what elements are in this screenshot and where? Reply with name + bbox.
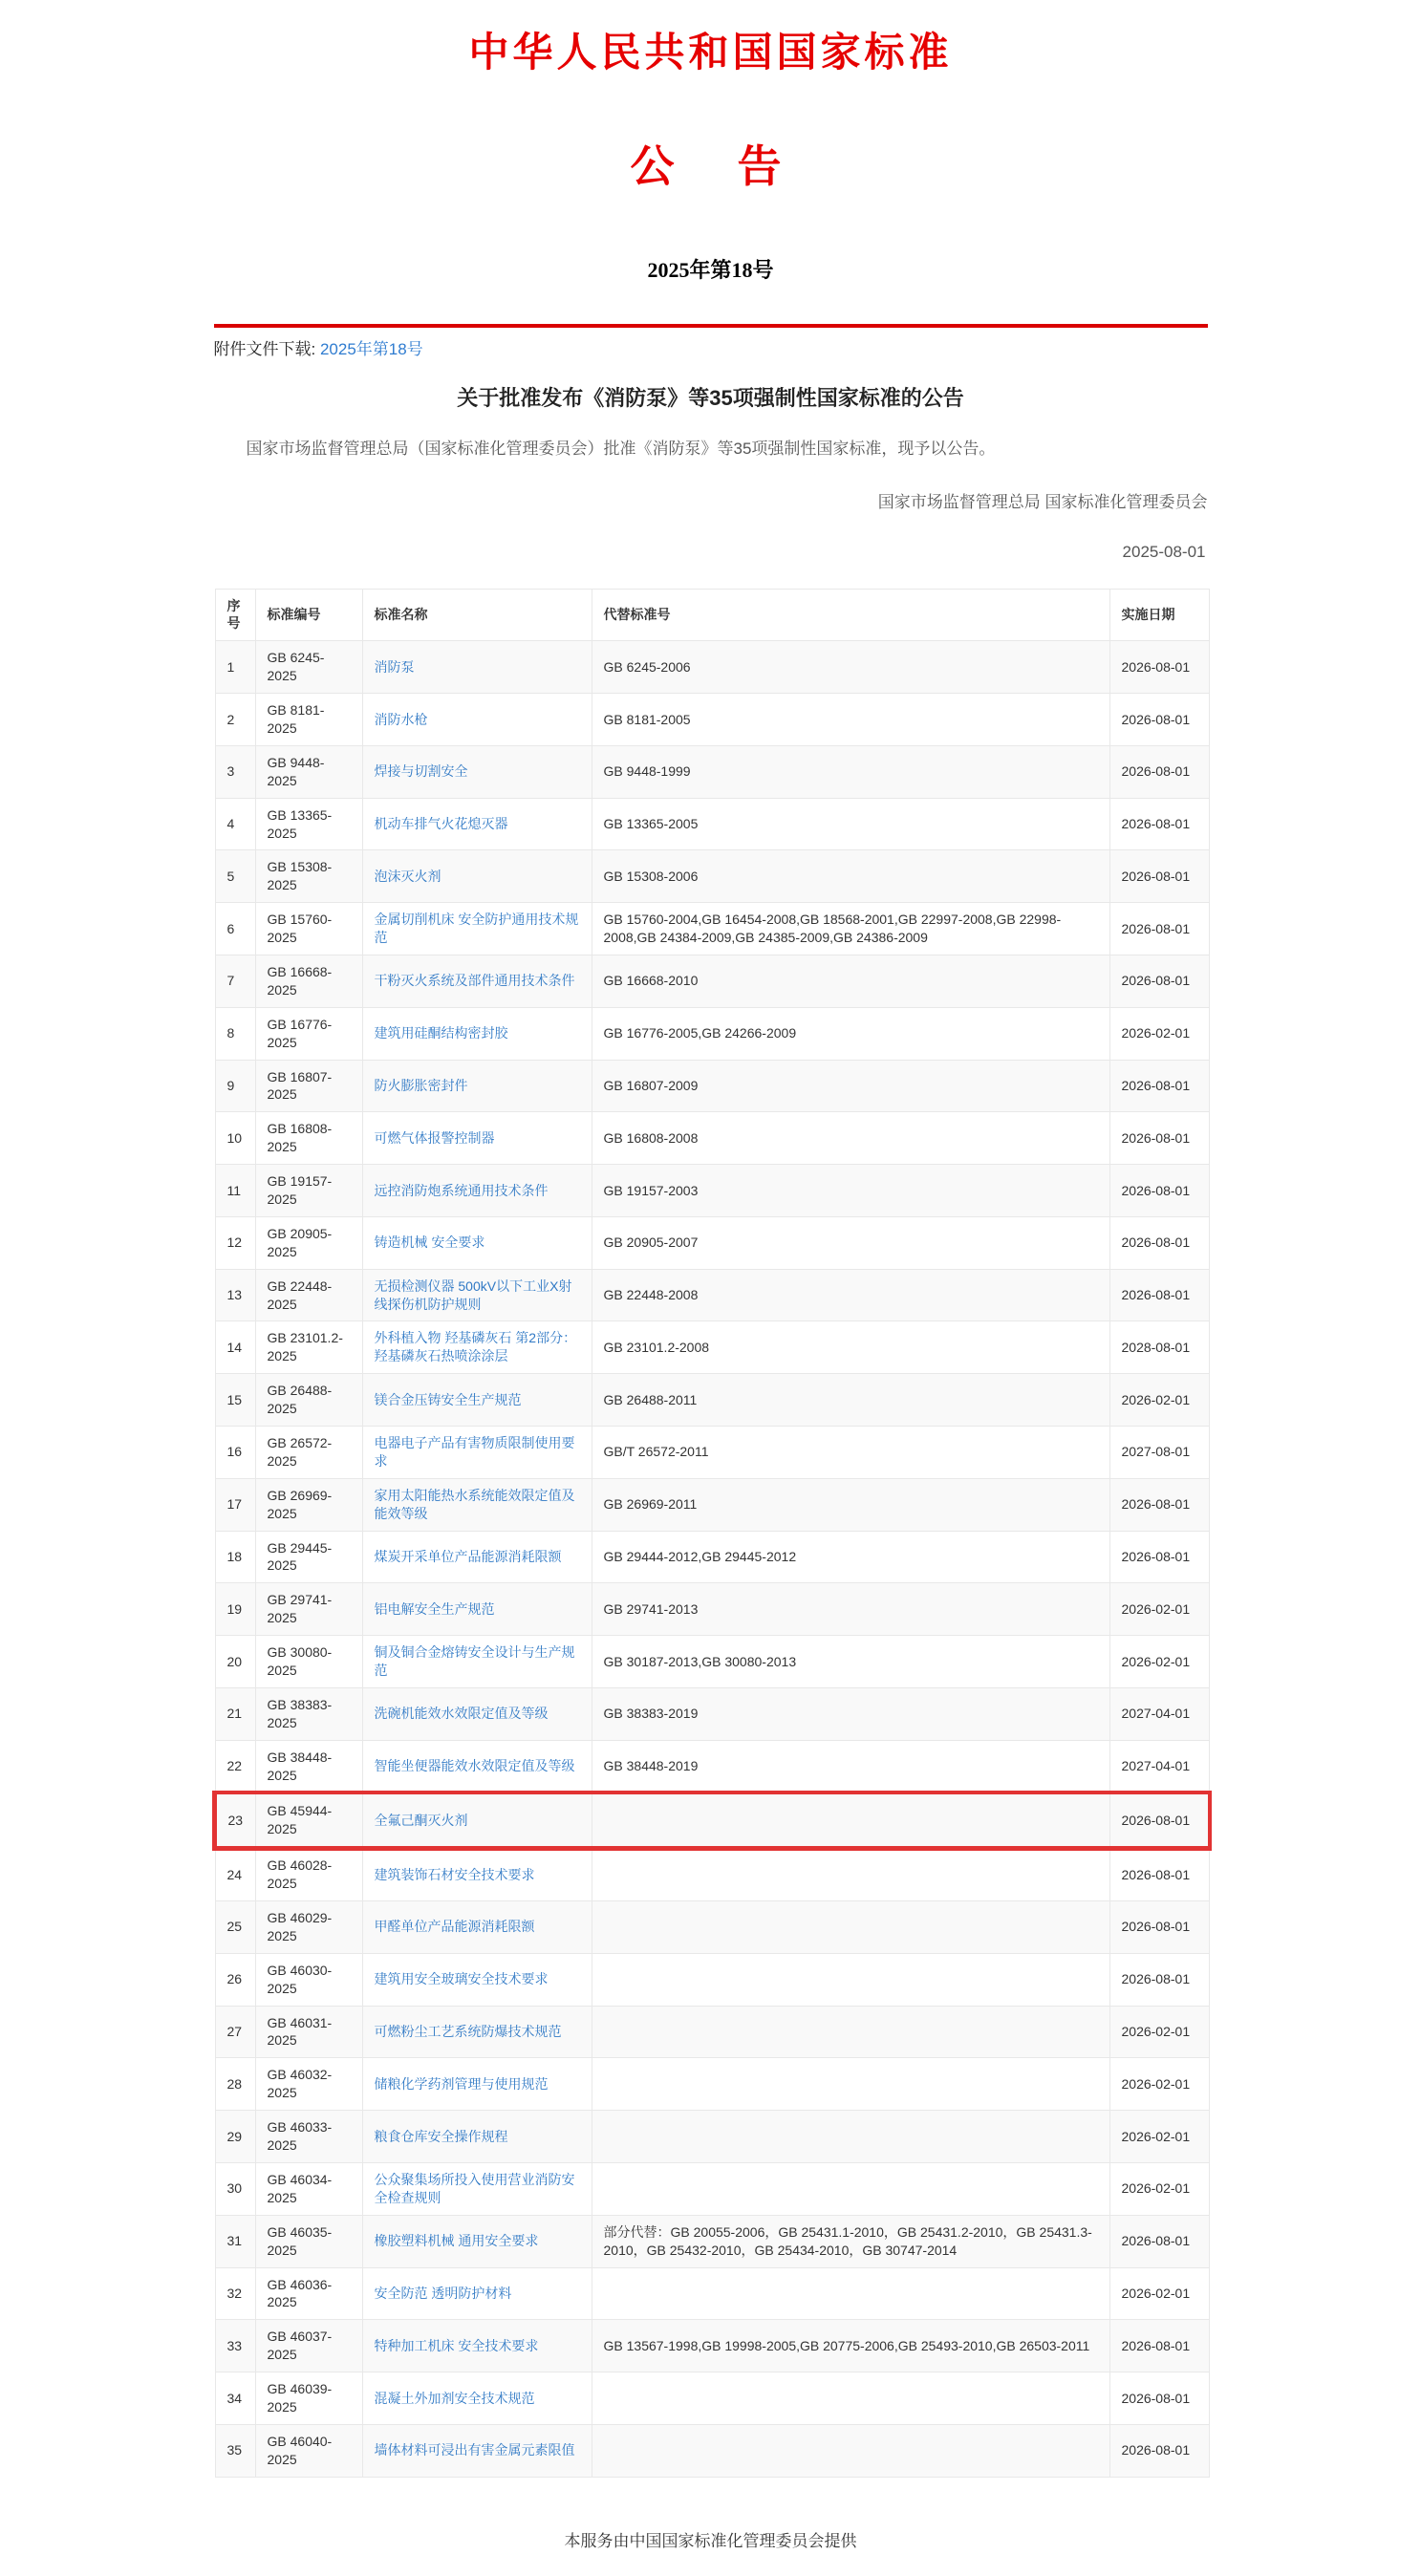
name-cell — [362, 2320, 592, 2372]
standard-name-link[interactable]: 可燃气体报警控制器 — [374, 1129, 495, 1146]
seq-cell: 6 — [215, 903, 255, 955]
standard-name-link[interactable]: 消防泵 — [374, 658, 415, 675]
name-cell — [362, 2424, 592, 2477]
col-header-seq: 序号 — [215, 589, 255, 641]
code-cell: GB 16808-2025 — [255, 1112, 362, 1165]
name-cell — [362, 1269, 592, 1321]
replaces-cell — [592, 1793, 1109, 1848]
name-cell — [362, 1060, 592, 1112]
table-row — [215, 1060, 1209, 1112]
col-header-replaces: 代替标准号 — [592, 589, 1109, 641]
seq-cell: 24 — [215, 1848, 255, 1901]
seq-cell: 19 — [215, 1583, 255, 1636]
code-cell: GB 16807-2025 — [255, 1060, 362, 1112]
table-row — [215, 2162, 1209, 2215]
table-row — [215, 1901, 1209, 1954]
name-cell — [362, 1007, 592, 1060]
standard-name-link[interactable]: 防火膨胀密封件 — [374, 1077, 468, 1093]
standard-name-link[interactable]: 煤炭开采单位产品能源消耗限额 — [374, 1549, 562, 1564]
name-cell — [362, 1531, 592, 1583]
standard-name-link[interactable]: 干粉灭火系统及部件通用技术条件 — [374, 973, 575, 989]
replaces-cell: GB 20905-2007 — [592, 1216, 1109, 1269]
standard-name-link[interactable]: 无损检测仪器 500kV以下工业X射线探伤机防护规则 — [374, 1277, 572, 1312]
replaces-cell — [592, 1848, 1109, 1901]
table-row — [215, 798, 1209, 850]
table-row — [215, 903, 1209, 955]
date-cell: 2026-02-01 — [1109, 1636, 1209, 1688]
seq-cell: 18 — [215, 1531, 255, 1583]
table-row — [215, 2267, 1209, 2320]
replaces-cell: GB 13365-2005 — [592, 798, 1109, 850]
table-row — [215, 1740, 1209, 1793]
seq-cell: 23 — [215, 1793, 255, 1848]
name-cell — [362, 1427, 592, 1479]
name-cell — [362, 2372, 592, 2425]
code-cell: GB 46036-2025 — [255, 2267, 362, 2320]
date-cell: 2026-08-01 — [1109, 745, 1209, 798]
standard-name-link[interactable]: 储粮化学药剂管理与使用规范 — [374, 2075, 549, 2092]
code-cell: GB 46029-2025 — [255, 1901, 362, 1954]
name-cell — [362, 1374, 592, 1427]
replaces-cell: GB 19157-2003 — [592, 1165, 1109, 1217]
seq-cell: 25 — [215, 1901, 255, 1954]
standard-name-link[interactable]: 建筑用硅酮结构密封胶 — [374, 1025, 508, 1041]
footer-note: 本服务由中国国家标准化管理委员会提供 — [564, 2531, 857, 2550]
code-cell: GB 13365-2025 — [255, 798, 362, 850]
code-cell: GB 26969-2025 — [255, 1478, 362, 1531]
code-cell: GB 9448-2025 — [255, 745, 362, 798]
name-cell — [362, 1165, 592, 1217]
code-cell: GB 15308-2025 — [255, 850, 362, 903]
replaces-cell: GB 13567-1998,GB 19998-2005,GB 20775-2006,GB 25493-2010,GB 26503-2011 — [592, 2320, 1109, 2372]
seq-cell: 4 — [215, 798, 255, 850]
name-cell — [362, 1112, 592, 1165]
standard-name-link[interactable]: 粮食仓库安全操作规程 — [374, 2128, 508, 2144]
code-cell: GB 46037-2025 — [255, 2320, 362, 2372]
name-cell — [362, 1478, 592, 1531]
replaces-cell: GB 26969-2011 — [592, 1478, 1109, 1531]
date-cell: 2026-02-01 — [1109, 1007, 1209, 1060]
date-cell: 2026-08-01 — [1109, 850, 1209, 903]
standard-name-link[interactable]: 远控消防炮系统通用技术条件 — [374, 1182, 549, 1198]
date-cell: 2026-08-01 — [1109, 903, 1209, 955]
name-cell — [362, 1321, 592, 1374]
table-row — [215, 2058, 1209, 2111]
code-cell: GB 23101.2-2025 — [255, 1321, 362, 1374]
table-row-highlighted — [215, 1793, 1209, 1848]
date-cell: 2027-08-01 — [1109, 1427, 1209, 1479]
notice-title: 关于批准发布《消防泵》等35项强制性国家标准的公告 — [457, 386, 964, 410]
standard-name-link[interactable]: 铝电解安全生产规范 — [374, 1600, 495, 1617]
standard-name-link[interactable]: 铜及铜合金熔铸安全设计与生产规范 — [374, 1644, 575, 1679]
replaces-cell: GB 26488-2011 — [592, 1374, 1109, 1427]
date-cell: 2026-08-01 — [1109, 798, 1209, 850]
date-cell: 2026-08-01 — [1109, 2320, 1209, 2372]
code-cell: GB 46030-2025 — [255, 1953, 362, 2006]
name-cell — [362, 1583, 592, 1636]
name-cell — [362, 1793, 592, 1848]
standard-name-link[interactable]: 特种加工机床 安全技术要求 — [374, 2337, 539, 2353]
col-header-date: 实施日期 — [1109, 589, 1209, 641]
replaces-cell: GB 38448-2019 — [592, 1740, 1109, 1793]
name-cell — [362, 1687, 592, 1740]
name-cell — [362, 2006, 592, 2058]
seq-cell: 35 — [215, 2424, 255, 2477]
code-cell: GB 45944-2025 — [255, 1793, 362, 1848]
replaces-cell: GB 38383-2019 — [592, 1687, 1109, 1740]
table-row — [215, 694, 1209, 746]
replaces-cell: GB 23101.2-2008 — [592, 1321, 1109, 1374]
replaces-cell: GB 16807-2009 — [592, 1060, 1109, 1112]
seq-cell: 30 — [215, 2162, 255, 2215]
code-cell: GB 16668-2025 — [255, 955, 362, 1007]
table-row — [215, 1165, 1209, 1217]
table-row — [215, 1269, 1209, 1321]
date-cell: 2027-04-01 — [1109, 1687, 1209, 1740]
replaces-cell — [592, 2372, 1109, 2425]
standard-name-link[interactable]: 机动车排气火花熄灭器 — [374, 816, 508, 832]
replaces-cell: GB 29444-2012,GB 29445-2012 — [592, 1531, 1109, 1583]
replaces-cell: GB 22448-2008 — [592, 1269, 1109, 1321]
name-cell — [362, 1953, 592, 2006]
date-cell: 2026-02-01 — [1109, 1583, 1209, 1636]
name-cell — [362, 1636, 592, 1688]
name-cell — [362, 955, 592, 1007]
replaces-cell — [592, 2111, 1109, 2163]
code-cell: GB 8181-2025 — [255, 694, 362, 746]
seq-cell: 29 — [215, 2111, 255, 2163]
date-cell: 2028-08-01 — [1109, 1321, 1209, 1374]
standard-name-link[interactable]: 家用太阳能热水系统能效限定值及能效等级 — [374, 1487, 575, 1521]
standard-name-link[interactable]: 消防水枪 — [374, 711, 428, 727]
seq-cell: 16 — [215, 1427, 255, 1479]
table-row — [215, 1374, 1209, 1427]
replaces-cell: GB 15308-2006 — [592, 850, 1109, 903]
table-row — [215, 1636, 1209, 1688]
table-row — [215, 745, 1209, 798]
seq-cell: 27 — [215, 2006, 255, 2058]
date-cell: 2026-08-01 — [1109, 955, 1209, 1007]
seq-cell: 31 — [215, 2215, 255, 2267]
header-row — [215, 589, 1209, 641]
table-row — [215, 2320, 1209, 2372]
table-row — [215, 1112, 1209, 1165]
replaces-cell: GB 15760-2004,GB 16454-2008,GB 18568-2001,GB 22997-2008,GB 22998-2008,GB 24384-2009,GB 24385-2009,GB 24386-2009 — [592, 903, 1109, 955]
code-cell: GB 16776-2025 — [255, 1007, 362, 1060]
table-row — [215, 1427, 1209, 1479]
date-cell: 2026-02-01 — [1109, 2162, 1209, 2215]
date-cell: 2026-08-01 — [1109, 1269, 1209, 1321]
code-cell: GB 46032-2025 — [255, 2058, 362, 2111]
standard-name-link[interactable]: 电器电子产品有害物质限制使用要求 — [374, 1435, 575, 1469]
date-cell: 2026-08-01 — [1109, 694, 1209, 746]
name-cell — [362, 2267, 592, 2320]
table-row — [215, 955, 1209, 1007]
standard-name-link[interactable]: 公众聚集场所投入使用营业消防安全检查规则 — [374, 2171, 575, 2205]
seq-cell: 21 — [215, 1687, 255, 1740]
standard-name-link[interactable]: 全氟己酮灭火剂 — [374, 1812, 468, 1828]
attachment-label: 附件文件下载: — [213, 340, 316, 358]
seq-cell: 17 — [215, 1478, 255, 1531]
name-cell — [362, 694, 592, 746]
name-cell — [362, 1216, 592, 1269]
table-row — [215, 1007, 1209, 1060]
table-row — [215, 2424, 1209, 2477]
code-cell: GB 46031-2025 — [255, 2006, 362, 2058]
table-row — [215, 1848, 1209, 1901]
replaces-cell: GB 29741-2013 — [592, 1583, 1109, 1636]
date-cell: 2026-08-01 — [1109, 641, 1209, 694]
seq-cell: 32 — [215, 2267, 255, 2320]
replaces-cell: GB 6245-2006 — [592, 641, 1109, 694]
date-cell: 2026-08-01 — [1109, 2372, 1209, 2425]
replaces-cell: GB 16808-2008 — [592, 1112, 1109, 1165]
date-cell: 2026-08-01 — [1109, 1216, 1209, 1269]
date-cell: 2026-02-01 — [1109, 2058, 1209, 2111]
date-cell: 2026-08-01 — [1109, 1901, 1209, 1954]
attachment-line — [214, 328, 1208, 359]
date-cell: 2026-02-01 — [1109, 1374, 1209, 1427]
standard-name-link[interactable]: 镁合金压铸安全生产规范 — [374, 1391, 522, 1407]
code-cell: GB 26488-2025 — [255, 1374, 362, 1427]
standard-name-link[interactable]: 建筑用安全玻璃安全技术要求 — [374, 1971, 549, 1987]
standard-name-link[interactable]: 铸造机械 安全要求 — [374, 1234, 485, 1251]
seq-cell: 11 — [215, 1165, 255, 1217]
date-cell: 2026-02-01 — [1109, 2267, 1209, 2320]
table-row — [215, 1953, 1209, 2006]
date-cell: 2026-08-01 — [1109, 1165, 1209, 1217]
content-area — [214, 324, 1208, 2551]
standard-name-link[interactable]: 橡胶塑料机械 通用安全要求 — [374, 2233, 539, 2249]
standard-name-link[interactable]: 外科植入物 羟基磷灰石 第2部分：羟基磷灰石热喷涂涂层 — [374, 1330, 577, 1364]
seq-cell: 15 — [215, 1374, 255, 1427]
date-cell: 2027-04-01 — [1109, 1740, 1209, 1793]
replaces-cell: GB/T 26572-2011 — [592, 1427, 1109, 1479]
name-cell — [362, 2215, 592, 2267]
table-row — [215, 1583, 1209, 1636]
col-header-code: 标准编号 — [255, 589, 362, 641]
code-cell: GB 26572-2025 — [255, 1427, 362, 1479]
code-cell: GB 46028-2025 — [255, 1848, 362, 1901]
issue-number: 2025年第18号 — [647, 258, 774, 282]
notice-body: 国家市场监督管理总局（国家标准化管理委员会）批准《消防泵》等35项强制性国家标准，现予以公告。 — [246, 440, 996, 458]
table-row — [215, 2215, 1209, 2267]
standards-table-header — [215, 589, 1209, 641]
seq-cell: 34 — [215, 2372, 255, 2425]
seq-cell: 10 — [215, 1112, 255, 1165]
table-row — [215, 641, 1209, 694]
name-cell — [362, 641, 592, 694]
document-title: 中华人民共和国国家标准 — [468, 32, 953, 75]
code-cell: GB 38448-2025 — [255, 1740, 362, 1793]
replaces-cell: GB 9448-1999 — [592, 745, 1109, 798]
seq-cell: 22 — [215, 1740, 255, 1793]
seq-cell: 8 — [215, 1007, 255, 1060]
name-cell — [362, 2058, 592, 2111]
name-cell — [362, 2162, 592, 2215]
table-row — [215, 1321, 1209, 1374]
replaces-cell: GB 8181-2005 — [592, 694, 1109, 746]
date-cell: 2026-02-01 — [1109, 2111, 1209, 2163]
date-cell: 2026-08-01 — [1109, 2424, 1209, 2477]
seq-cell: 2 — [215, 694, 255, 746]
document-subtitle: 公 告 — [630, 142, 791, 191]
replaces-cell: GB 16776-2005,GB 24266-2009 — [592, 1007, 1109, 1060]
code-cell: GB 46040-2025 — [255, 2424, 362, 2477]
code-cell: GB 20905-2025 — [255, 1216, 362, 1269]
table-row — [215, 2006, 1209, 2058]
col-header-name: 标准名称 — [362, 589, 592, 641]
date-cell: 2026-08-01 — [1109, 2215, 1209, 2267]
name-cell — [362, 903, 592, 955]
standard-name-link[interactable]: 建筑装饰石材安全技术要求 — [374, 1866, 535, 1882]
seq-cell: 12 — [215, 1216, 255, 1269]
table-row — [215, 1531, 1209, 1583]
code-cell: GB 29445-2025 — [255, 1531, 362, 1583]
table-row — [215, 2372, 1209, 2425]
standard-name-link[interactable]: 可燃粉尘工艺系统防爆技术规范 — [374, 2024, 562, 2040]
name-cell — [362, 1848, 592, 1901]
seq-cell: 20 — [215, 1636, 255, 1688]
table-row — [215, 1478, 1209, 1531]
name-cell — [362, 850, 592, 903]
standard-name-link[interactable]: 混凝土外加剂安全技术规范 — [374, 2390, 535, 2406]
name-cell — [362, 2111, 592, 2163]
code-cell: GB 30080-2025 — [255, 1636, 362, 1688]
seq-cell: 26 — [215, 1953, 255, 2006]
replaces-cell: GB 30187-2013,GB 30080-2013 — [592, 1636, 1109, 1688]
name-cell — [362, 798, 592, 850]
code-cell: GB 6245-2025 — [255, 641, 362, 694]
code-cell: GB 38383-2025 — [255, 1687, 362, 1740]
date-cell: 2026-02-01 — [1109, 2006, 1209, 2058]
standard-name-link[interactable]: 甲醛单位产品能源消耗限额 — [374, 1919, 535, 1935]
code-cell: GB 46039-2025 — [255, 2372, 362, 2425]
date-cell: 2026-08-01 — [1109, 1478, 1209, 1531]
standard-name-link[interactable]: 智能坐便器能效水效限定值及等级 — [374, 1758, 575, 1774]
attachment-download-link[interactable]: 2025年第18号 — [319, 340, 423, 358]
seq-cell: 14 — [215, 1321, 255, 1374]
date-cell: 2026-08-01 — [1109, 1793, 1209, 1848]
replaces-cell — [592, 2058, 1109, 2111]
signature-date: 2025-08-01 — [1122, 542, 1206, 561]
code-cell: GB 29741-2025 — [255, 1583, 362, 1636]
replaces-cell — [592, 2267, 1109, 2320]
seq-cell: 3 — [215, 745, 255, 798]
standard-name-link[interactable]: 墙体材料可浸出有害金属元素限值 — [374, 2442, 575, 2458]
code-cell: GB 19157-2025 — [255, 1165, 362, 1217]
table-row — [215, 850, 1209, 903]
table-row — [215, 1687, 1209, 1740]
date-cell: 2026-08-01 — [1109, 1848, 1209, 1901]
date-cell: 2026-08-01 — [1109, 1953, 1209, 2006]
table-row — [215, 2111, 1209, 2163]
code-cell: GB 46035-2025 — [255, 2215, 362, 2267]
replaces-cell — [592, 2006, 1109, 2058]
standards-table-body — [215, 641, 1209, 2477]
name-cell — [362, 745, 592, 798]
date-cell: 2026-08-01 — [1109, 1531, 1209, 1583]
seq-cell: 7 — [215, 955, 255, 1007]
standards-table — [214, 589, 1211, 2478]
replaces-cell — [592, 1953, 1109, 2006]
standard-name-link[interactable]: 安全防范 透明防护材料 — [374, 2285, 512, 2301]
standard-name-link[interactable]: 泡沫灭火剂 — [374, 868, 441, 884]
seq-cell: 28 — [215, 2058, 255, 2111]
standard-name-link[interactable]: 焊接与切割安全 — [374, 763, 468, 780]
name-cell — [362, 1901, 592, 1954]
table-row — [215, 1216, 1209, 1269]
code-cell: GB 15760-2025 — [255, 903, 362, 955]
standard-name-link[interactable]: 金属切削机床 安全防护通用技术规范 — [374, 912, 579, 946]
date-cell: 2026-08-01 — [1109, 1060, 1209, 1112]
code-cell: GB 46033-2025 — [255, 2111, 362, 2163]
seq-cell: 33 — [215, 2320, 255, 2372]
seq-cell: 1 — [215, 641, 255, 694]
issuer-signature: 国家市场监督管理总局 国家标准化管理委员会 — [877, 492, 1208, 511]
replaces-cell: 部分代替：GB 20055-2006，GB 25431.1-2010，GB 25431.2-2010，GB 25431.3-2010，GB 25432-2010，GB 25434-2010，GB 30747-2014 — [592, 2215, 1109, 2267]
replaces-cell — [592, 1901, 1109, 1954]
replaces-cell — [592, 2162, 1109, 2215]
replaces-cell — [592, 2424, 1109, 2477]
seq-cell: 13 — [215, 1269, 255, 1321]
seq-cell: 5 — [215, 850, 255, 903]
code-cell: GB 22448-2025 — [255, 1269, 362, 1321]
replaces-cell: GB 16668-2010 — [592, 955, 1109, 1007]
date-cell: 2026-08-01 — [1109, 1112, 1209, 1165]
standard-name-link[interactable]: 洗碗机能效水效限定值及等级 — [374, 1706, 549, 1722]
code-cell: GB 46034-2025 — [255, 2162, 362, 2215]
seq-cell: 9 — [215, 1060, 255, 1112]
name-cell — [362, 1740, 592, 1793]
